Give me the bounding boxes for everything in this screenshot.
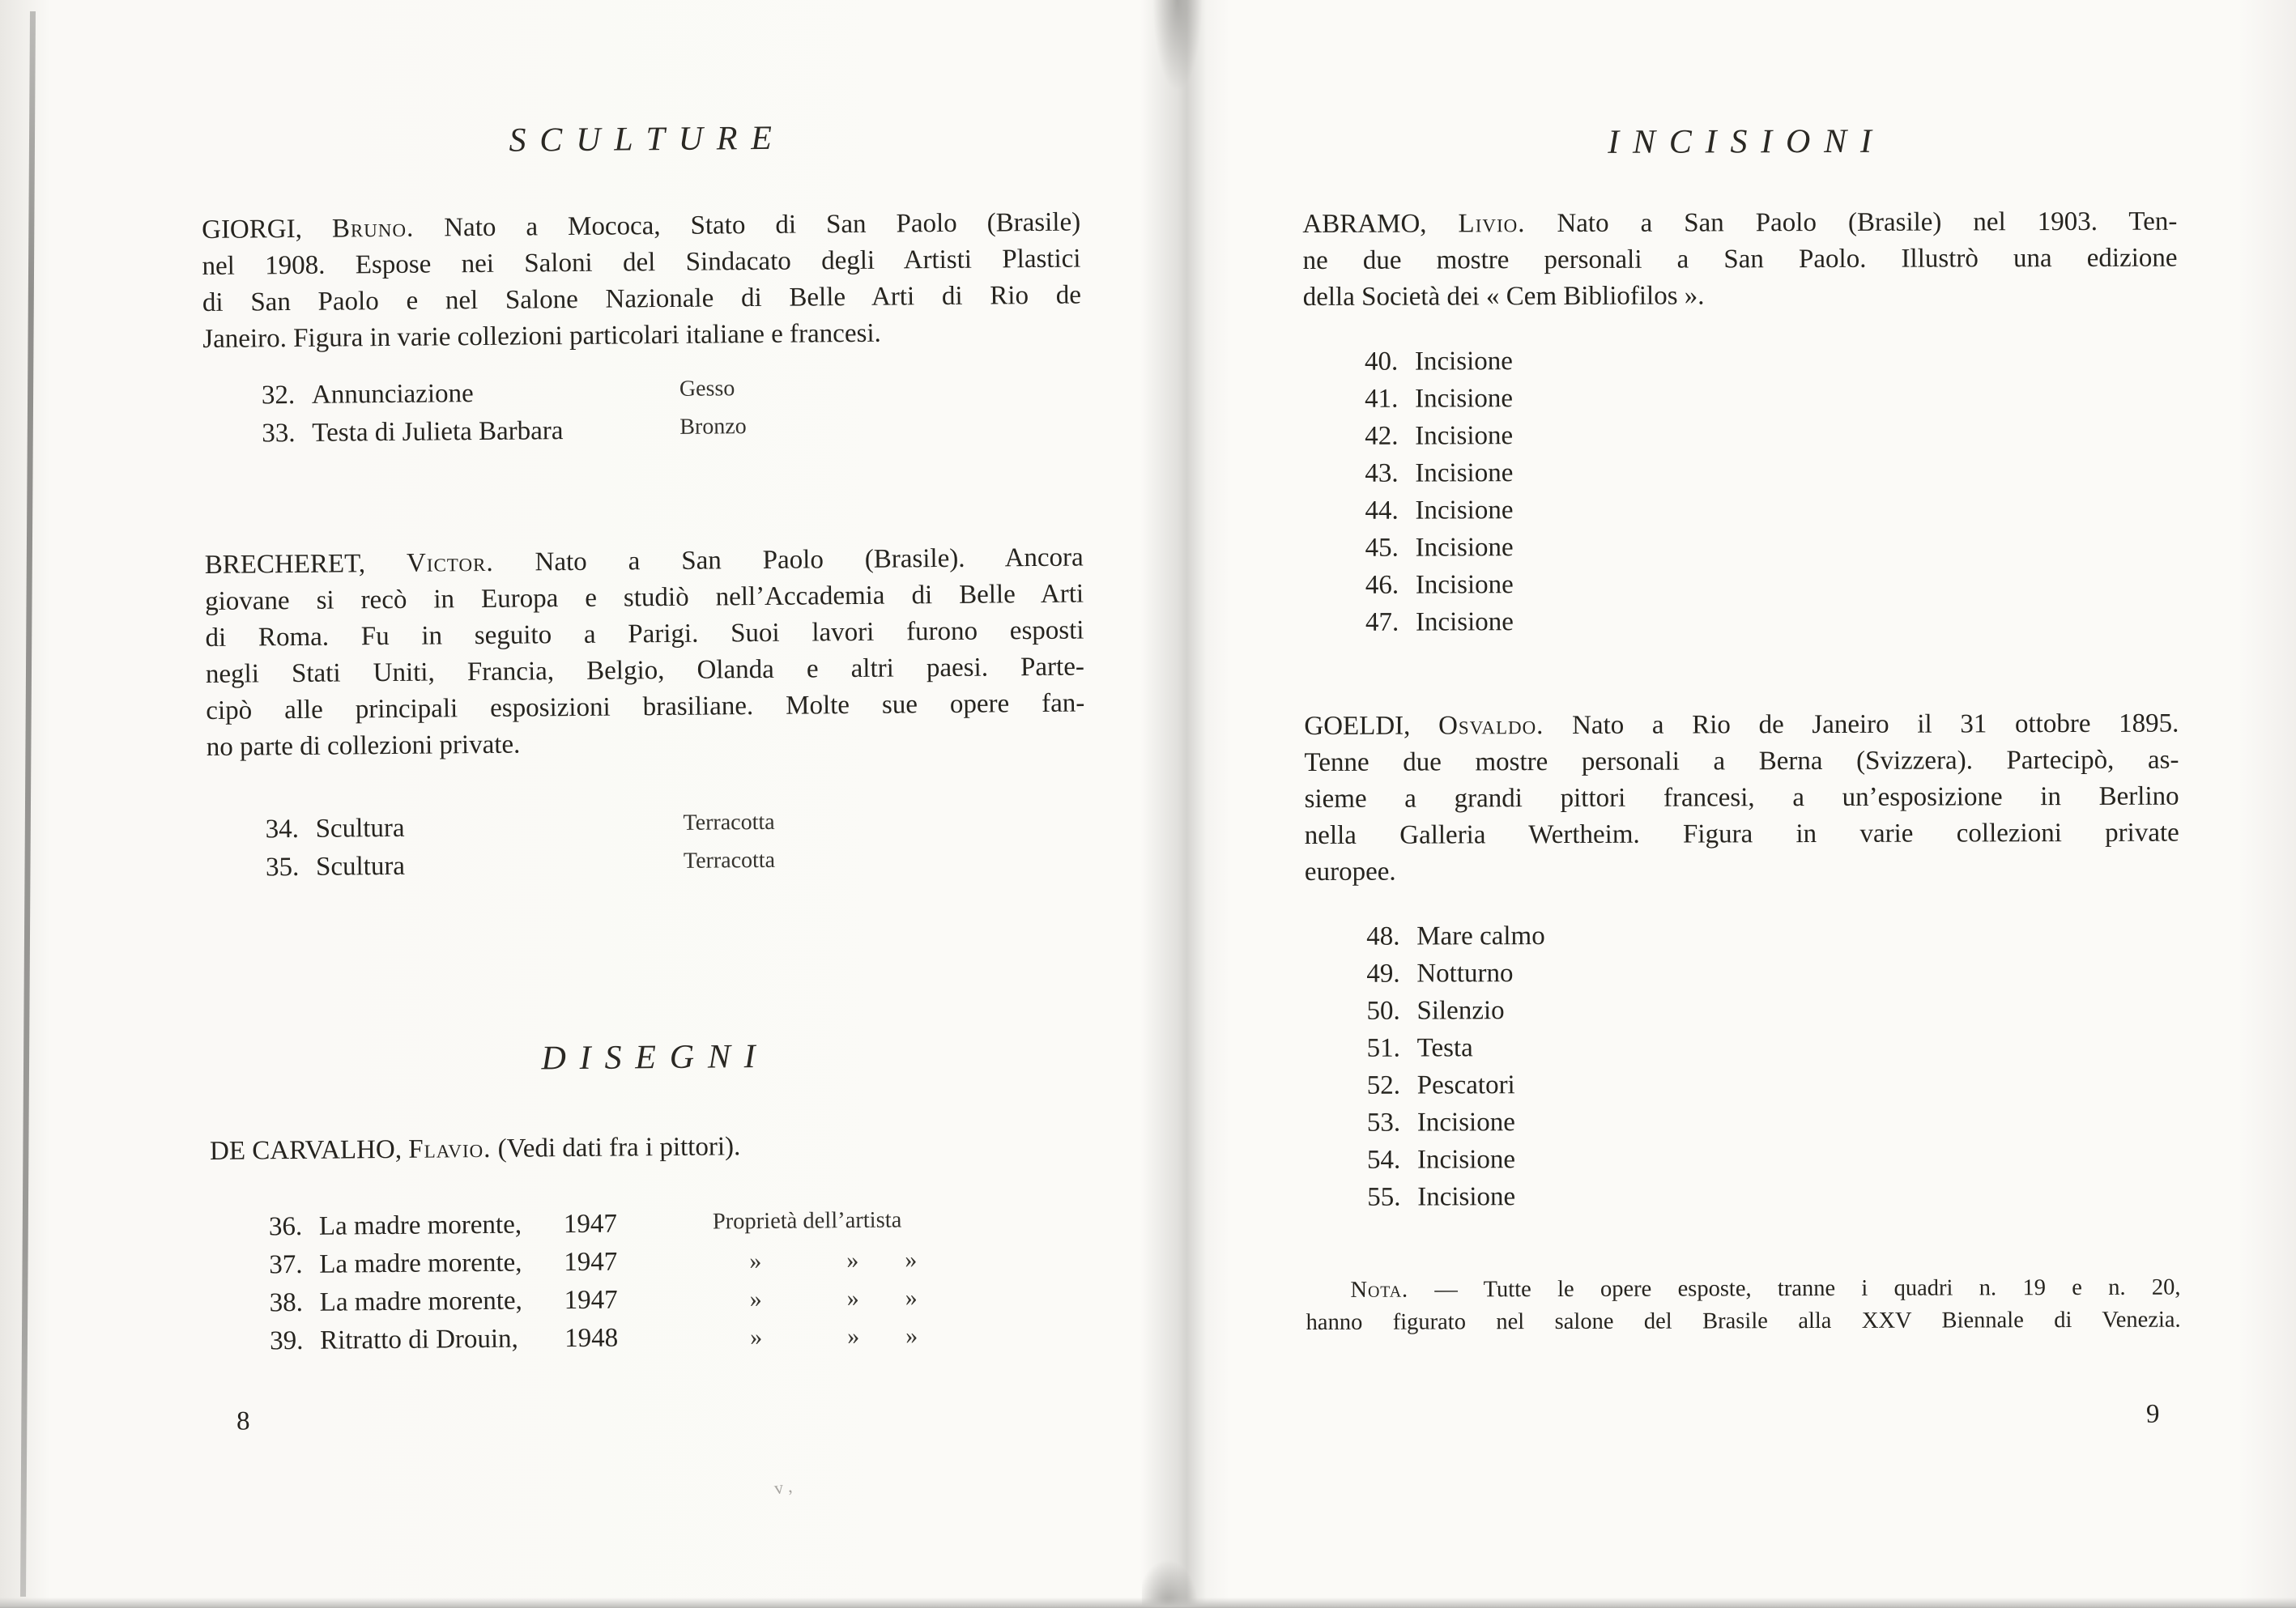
text-line	[1304, 706, 2179, 745]
artist-forename: Victor.	[406, 547, 494, 578]
work-year: 1948	[564, 1323, 619, 1354]
scan-bottom-edge	[0, 1597, 2296, 1608]
work-material: Bronzo	[679, 414, 747, 440]
ditto-mark: »	[905, 1246, 918, 1274]
work-item	[1367, 1139, 2180, 1179]
artist-surname: GOELDI,	[1304, 711, 1411, 741]
text-line: giovane si recò in Europa e studiò nell’Accademia di Belle Arti	[205, 579, 1084, 616]
artist-forename: Flavio.	[408, 1134, 492, 1164]
bio-text: Nato a San Paolo (Brasile). Ancora	[535, 542, 1084, 577]
work-material: Terracotta	[683, 809, 775, 836]
work-item	[1367, 1176, 2180, 1216]
work-title: Mare calmo	[1416, 921, 1545, 951]
work-item	[1367, 1065, 2180, 1104]
work-number: 54.	[1366, 1145, 1401, 1175]
work-item	[266, 841, 1086, 887]
work-year: 1947	[564, 1247, 618, 1278]
work-title: Incisione	[1416, 1108, 1515, 1138]
work-year: 1947	[563, 1209, 618, 1240]
disegni-section-title: DISEGNI	[541, 1037, 769, 1078]
work-title: Incisione	[1415, 421, 1514, 451]
work-number: 37.	[269, 1249, 303, 1280]
work-number: 47.	[1365, 607, 1399, 637]
scan-left-edge	[20, 11, 36, 1597]
work-title: Incisione	[1415, 570, 1514, 600]
work-title: Pescatori	[1416, 1070, 1515, 1100]
text-line: hanno figurato nel salone del Brasile alla XXV Biennale di Venezia.	[1306, 1307, 2181, 1335]
left-page-title: SCULTURE	[509, 119, 786, 160]
bio-text: Nato a San Paolo (Brasile) nel 1903. Ten-	[1557, 206, 2178, 239]
text-line: di Roma. Fu in seguito a Parigi. Suoi lavori furono esposti	[205, 615, 1084, 653]
page-number-right: 9	[2145, 1399, 2160, 1429]
text-line: della Società dei « Cem Bibliofilos ».	[1302, 281, 1705, 312]
artist-forename: Osvaldo.	[1438, 711, 1544, 741]
work-title: Notturno	[1416, 959, 1514, 989]
work-number: 35.	[265, 852, 300, 883]
work-number: 36.	[268, 1211, 303, 1242]
nota-paragraph	[1306, 1272, 2180, 1339]
owner-label: Proprietà dell’artista	[712, 1207, 902, 1235]
text-line	[210, 1125, 1088, 1169]
ditto-mark: »	[749, 1286, 762, 1313]
artist-entry-abramo	[1302, 204, 2177, 316]
work-number: 50.	[1366, 996, 1400, 1026]
work-title: Incisione	[1417, 1182, 1516, 1212]
work-item	[1365, 415, 2178, 455]
ditto-mark: »	[905, 1284, 918, 1312]
work-number: 53.	[1366, 1108, 1401, 1138]
artist-surname: GIORGI,	[201, 214, 303, 245]
text-line: nella Galleria Wertheim. Figura in varie collezioni private	[1304, 818, 2179, 850]
giorgi-works-list	[262, 370, 1083, 453]
work-owner	[713, 1237, 1134, 1279]
scan-artifact: v ,	[773, 1475, 794, 1499]
work-number: 41.	[1365, 384, 1399, 414]
work-item	[1365, 378, 2178, 418]
work-item	[1365, 490, 2178, 530]
work-number: 45.	[1365, 533, 1399, 563]
work-number: 42.	[1365, 421, 1399, 451]
work-title: Testa	[1416, 1033, 1473, 1063]
ditto-mark: »	[905, 1322, 918, 1350]
text-line: Tenne due mostre personali a Berna (Svizzera). Partecipò, as-	[1304, 745, 2179, 777]
nota-label: Nota.	[1350, 1277, 1409, 1303]
work-title: Ritratto di Drouin,	[319, 1324, 519, 1355]
work-item	[262, 408, 1082, 453]
work-title: Scultura	[315, 851, 406, 882]
bio-text: (Vedi dati fra i pittori).	[497, 1132, 741, 1163]
work-number: 55.	[1367, 1182, 1401, 1212]
work-number: 46.	[1365, 570, 1399, 600]
work-item	[1366, 990, 2179, 1030]
text-line: negli Stati Uniti, Francia, Belgio, Olanda e altri paesi. Parte-	[205, 652, 1085, 689]
left-page	[201, 116, 1090, 1436]
text-line	[1306, 1272, 2180, 1307]
ditto-mark: »	[846, 1246, 859, 1274]
page-gutter-shadow-top	[1153, 0, 1202, 89]
work-number: 48.	[1366, 921, 1400, 951]
work-title: Annunciazione	[311, 379, 474, 410]
work-number: 52.	[1366, 1070, 1401, 1100]
text-line: europee.	[1304, 857, 1396, 887]
work-owner	[713, 1275, 1134, 1317]
work-number: 38.	[269, 1287, 304, 1318]
work-number: 34.	[265, 814, 300, 844]
disegni-works-list	[269, 1201, 1091, 1360]
artist-forename: Bruno.	[331, 213, 415, 244]
work-item	[1367, 1027, 2180, 1067]
work-number: 40.	[1364, 347, 1399, 376]
work-title: La madre morente,	[319, 1248, 522, 1279]
right-page-title: INCISIONI	[1608, 122, 1885, 161]
work-item	[1365, 602, 2179, 641]
work-item	[1365, 453, 2178, 492]
abramo-works-list	[1365, 341, 2179, 641]
ditto-mark: »	[846, 1322, 860, 1351]
ditto-mark: »	[749, 1248, 762, 1275]
work-number: 32.	[261, 380, 296, 411]
work-title: Scultura	[315, 813, 405, 844]
work-number: 39.	[269, 1325, 304, 1356]
work-owner	[713, 1199, 1134, 1241]
work-title: Testa di Julieta Barbara	[312, 416, 564, 448]
work-title: Incisione	[1415, 533, 1514, 563]
work-item	[1366, 953, 2179, 993]
text-line: ne due mostre personali a San Paolo. Illustrò una edizione	[1302, 243, 2178, 275]
work-item	[1365, 564, 2179, 604]
page-number-left: 8	[236, 1406, 250, 1436]
work-number: 44.	[1365, 496, 1399, 525]
artist-forename: Livio.	[1458, 209, 1526, 239]
work-title: Incisione	[1414, 347, 1513, 376]
nota-text: — Tutte le opere esposte, tranne i quadri n. 19 e n. 20,	[1434, 1274, 2181, 1303]
bio-text: Nato a Mococa, Stato di San Paolo (Brasile)	[444, 207, 1081, 243]
work-title: La madre morente,	[319, 1286, 523, 1317]
text-line: cipò alle principali esposizioni brasiliane. Molte sue opere fan-	[206, 688, 1085, 725]
work-title: Incisione	[1415, 607, 1514, 637]
work-material: Terracotta	[683, 847, 776, 874]
work-title: Silenzio	[1416, 996, 1505, 1026]
text-line: sieme a grandi pittori francesi, a un’esposizione in Berlino	[1304, 781, 2179, 814]
text-line: no parte di collezioni private.	[206, 730, 521, 762]
right-page	[1302, 121, 2181, 1429]
text-line: Janeiro. Figura in varie collezioni particolari italiane e francesi.	[202, 318, 881, 354]
goeldi-works-list	[1366, 916, 2180, 1216]
artist-entry-brecheret	[205, 540, 1085, 766]
bio-text: Nato a Rio de Janeiro il 31 ottobre 1895.	[1572, 708, 2179, 740]
artist-entry-goeldi	[1304, 706, 2179, 891]
artist-surname: DE CARVALHO,	[209, 1134, 403, 1166]
work-title: Incisione	[1415, 458, 1514, 488]
ditto-mark: »	[846, 1284, 859, 1312]
work-item	[1365, 527, 2179, 567]
text-line: di San Paolo e nel Salone Nazionale di Belle Arti di Rio de	[202, 280, 1082, 317]
work-number: 51.	[1366, 1033, 1400, 1063]
work-material: Gesso	[679, 376, 735, 402]
work-number: 43.	[1365, 458, 1399, 488]
text-line	[1302, 204, 2177, 243]
work-title: Incisione	[1415, 496, 1514, 525]
work-year: 1947	[564, 1285, 618, 1316]
artist-surname: ABRAMO,	[1302, 209, 1427, 239]
work-number: 33.	[262, 418, 296, 449]
ditto-mark: »	[749, 1324, 763, 1351]
artist-entry-giorgi	[202, 205, 1082, 358]
work-item	[1366, 916, 2179, 955]
work-item	[270, 1315, 1090, 1360]
work-title: Incisione	[1415, 384, 1514, 414]
work-title: Incisione	[1416, 1145, 1516, 1175]
page-gutter-shadow	[1140, 0, 1229, 1608]
work-item	[1367, 1102, 2180, 1142]
artist-surname: BRECHERET,	[204, 549, 366, 580]
artist-entry-decarvalho	[210, 1125, 1088, 1169]
work-owner	[714, 1313, 1135, 1355]
brecheret-works-list	[265, 803, 1086, 887]
text-line: nel 1908. Espose nei Saloni del Sindacato degli Artisti Plastici	[202, 244, 1081, 281]
work-number: 49.	[1366, 959, 1400, 989]
work-title: La madre morente,	[318, 1210, 522, 1241]
work-item	[1365, 341, 2178, 381]
